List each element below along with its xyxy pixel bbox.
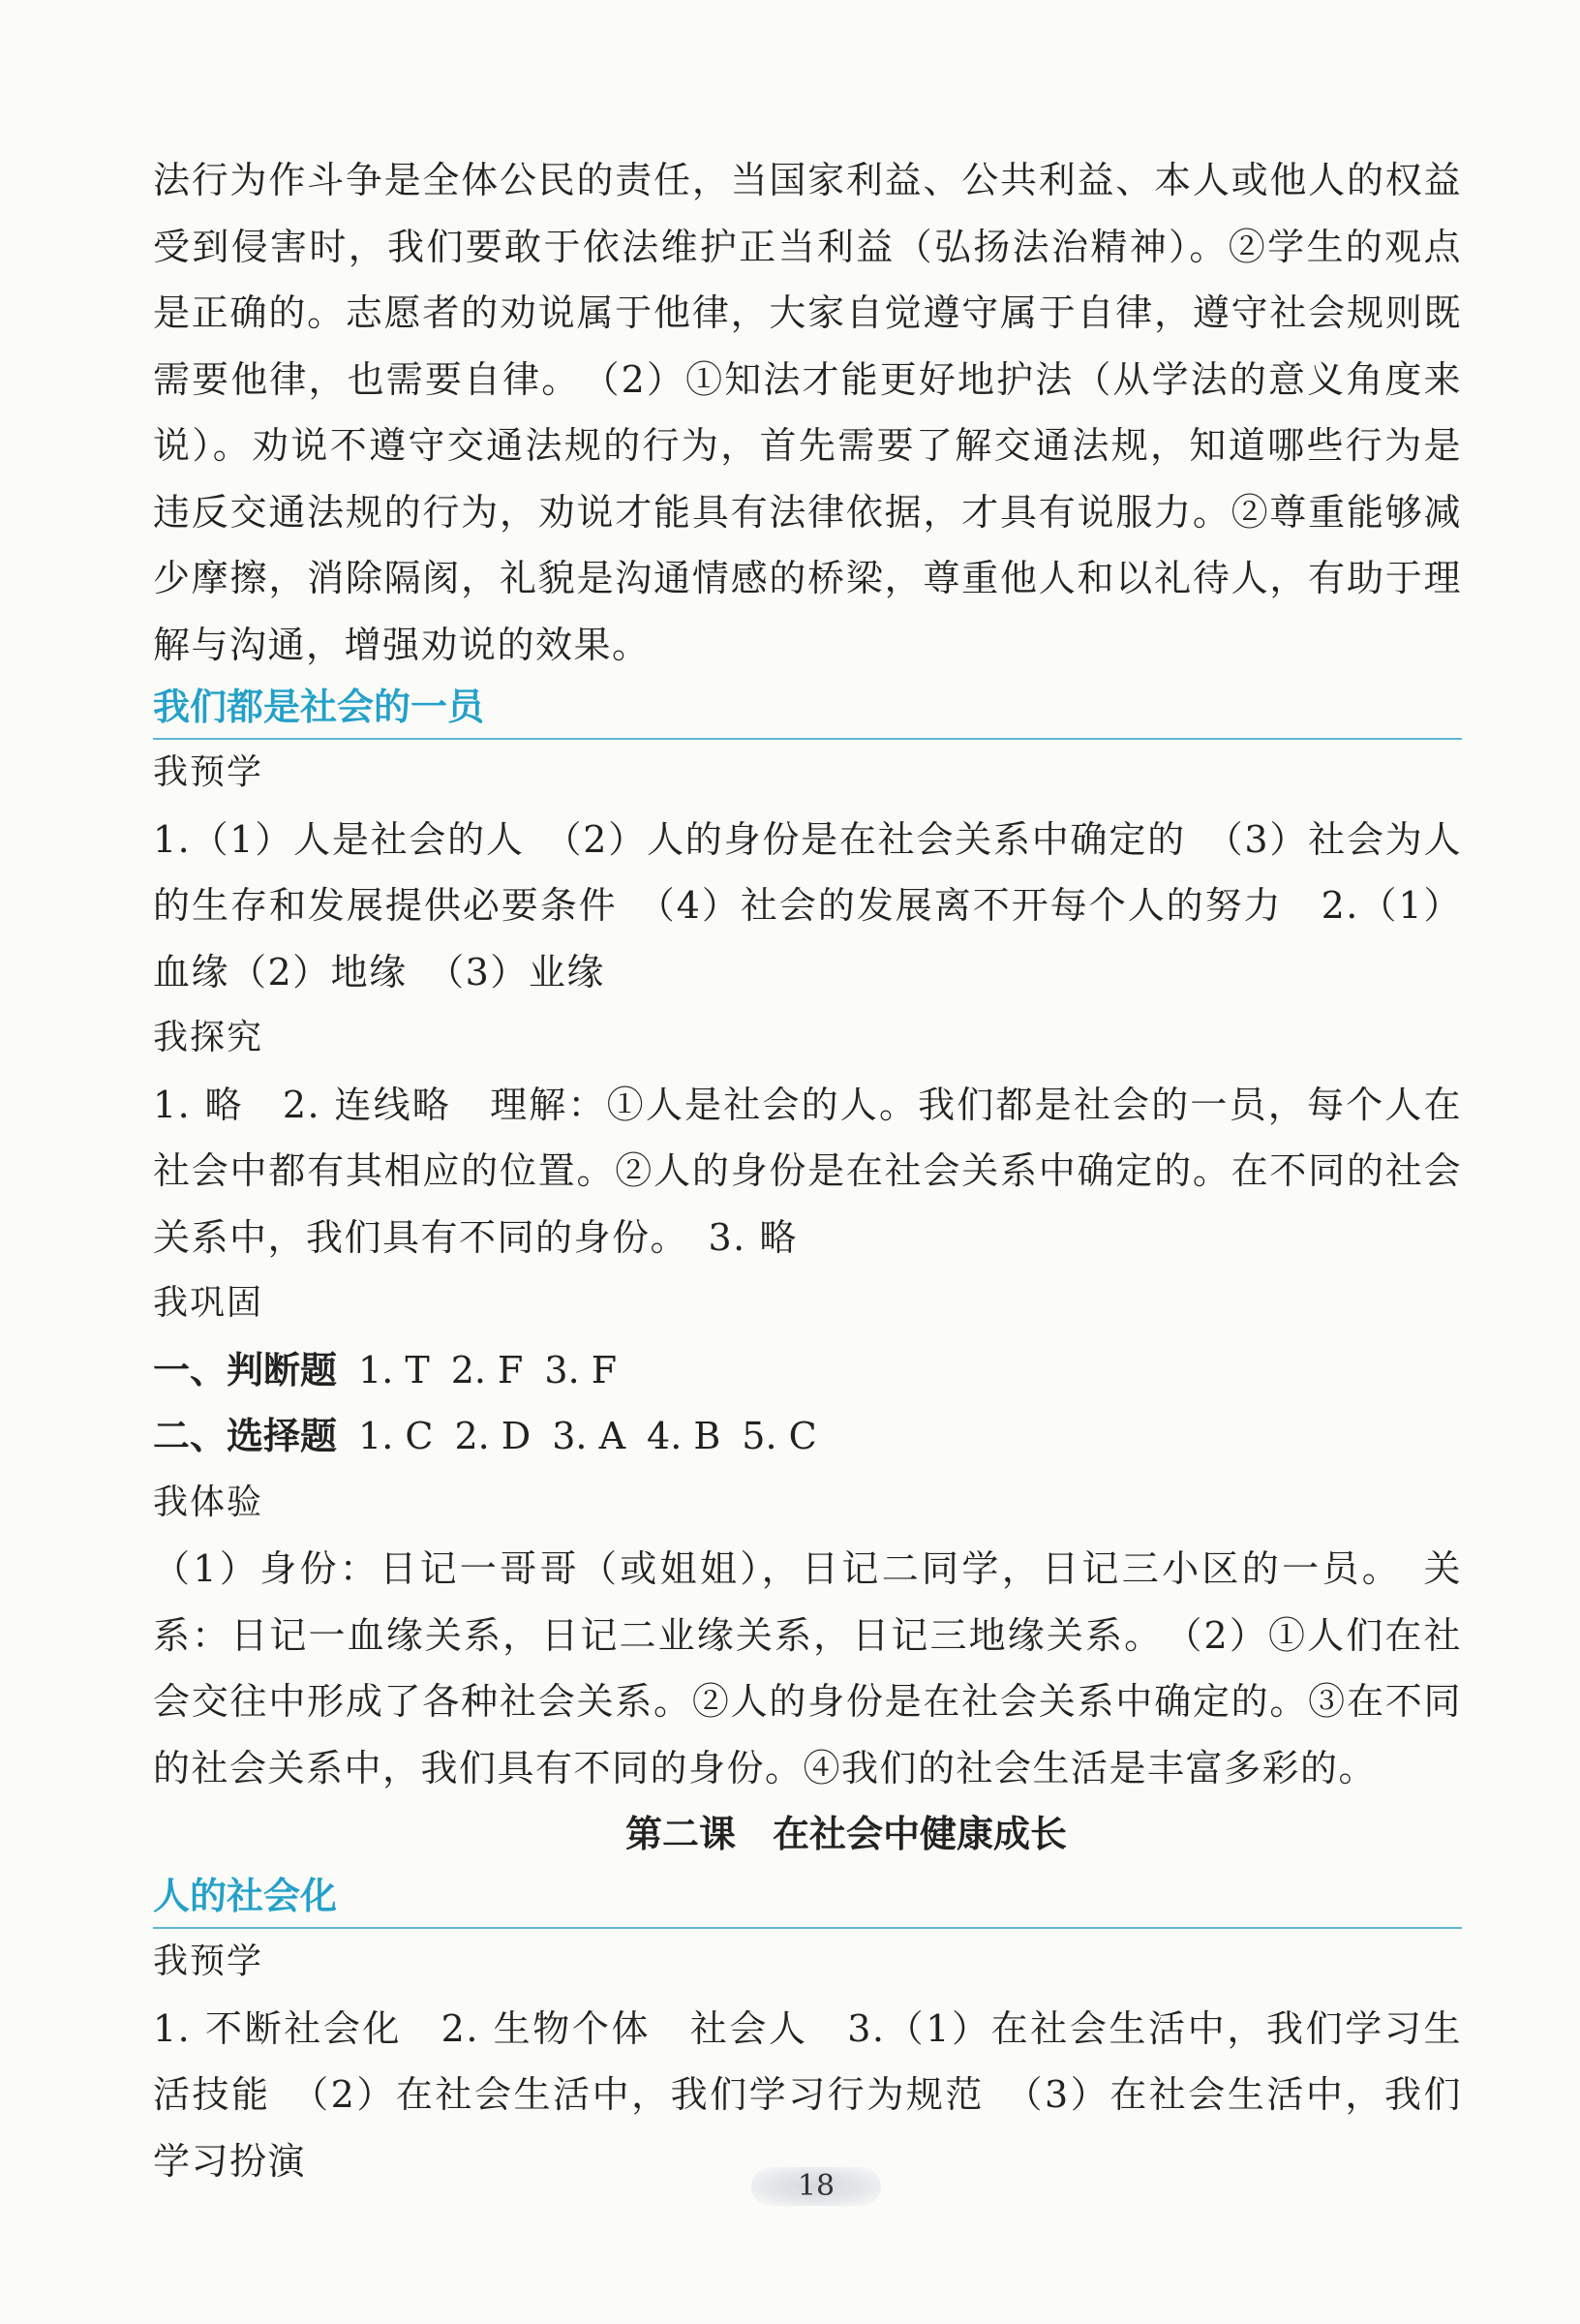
page-content xyxy=(153,147,1462,2194)
page-number: 18 xyxy=(751,2167,881,2206)
section-title-social-member: 我们都是社会的一员 xyxy=(153,678,1462,740)
judge-row xyxy=(153,1337,1462,1404)
experience-answers: （1）身份：日记一哥哥（或姐姐），日记二同学，日记三小区的一员。 关系：日记一血缘关系，日记二业缘关系，日记三地缘关系。 （2）①人们在社会交往中形成了各种社会关系。②人的身份是在社会关系中确定的。③在不同的社会关系中，我们具有不同的身份。④我们的社会生活是丰富多彩的。 xyxy=(153,1547,1462,1789)
experience-label: 我体验 xyxy=(153,1482,264,1522)
intro-paragraph: 法行为作斗争是全体公民的责任，当国家利益、公共利益、本人或他人的权益受到侵害时，我们要敢于依法维护正当利益（弘扬法治精神）。②学生的观点是正确的。志愿者的劝说属于他律，大家自觉遵守属于自律，遵守社会规则既需要他律，也需要自律。 （2）①知法才能更好地护法（从学法的意义角度来说）。劝说不遵守交通法规的行为，首先需要了解交通法规，知道哪些行为是违反交通法规的行为，劝说才能具有法律依据，才具有说服力。②尊重能够减少摩擦，消除隔阂，礼貌是沟通情感的桥梁，尊重他人和以礼待人，有助于理解与沟通，增强劝说的效果。 xyxy=(153,159,1462,666)
choice-row xyxy=(153,1403,1462,1470)
choice-answer: 4. B xyxy=(647,1415,721,1457)
judge-answer: 1. T xyxy=(358,1348,430,1391)
explore-answers: 1. 略 2. 连线略 理解：①人是社会的人。我们都是社会的一员，每个人在社会中都有其相应的位置。②人的身份是在社会关系中确定的。在不同的社会关系中，我们具有不同的身份。 3. 略 xyxy=(153,1083,1462,1259)
choice-answer: 5. C xyxy=(742,1415,817,1457)
choice-label: 二、选择题 xyxy=(153,1415,338,1457)
consolidate-label: 我巩固 xyxy=(153,1283,264,1323)
preview-label: 我预学 xyxy=(153,1942,264,1981)
choice-answer: 2. D xyxy=(454,1415,532,1457)
preview-answers: 1. 不断社会化 2. 生物个体 社会人 3.（1）在社会生活中，我们学习生活技能 （2）在社会生活中，我们学习行为规范 （3）在社会生活中，我们学习扮演 xyxy=(153,2006,1462,2183)
section-title-socialization: 人的社会化 xyxy=(153,1867,1462,1929)
judge-label: 一、判断题 xyxy=(153,1348,338,1391)
preview-label: 我预学 xyxy=(153,752,264,792)
explore-label: 我探究 xyxy=(153,1018,264,1057)
preview-answers: 1.（1）人是社会的人 （2）人的身份是在社会关系中确定的 （3）社会为人的生存和发展提供必要条件 （4）社会的发展离不开每个人的努力 2.（1）血缘（2）地缘 （3）业缘 xyxy=(153,817,1462,994)
lesson-title: 第二课 在社会中健康成长 xyxy=(624,1813,1067,1855)
choice-answer: 3. A xyxy=(552,1415,626,1457)
judge-answer: 3. F xyxy=(544,1348,618,1391)
choice-answer: 1. C xyxy=(358,1415,434,1457)
judge-answer: 2. F xyxy=(450,1348,524,1391)
